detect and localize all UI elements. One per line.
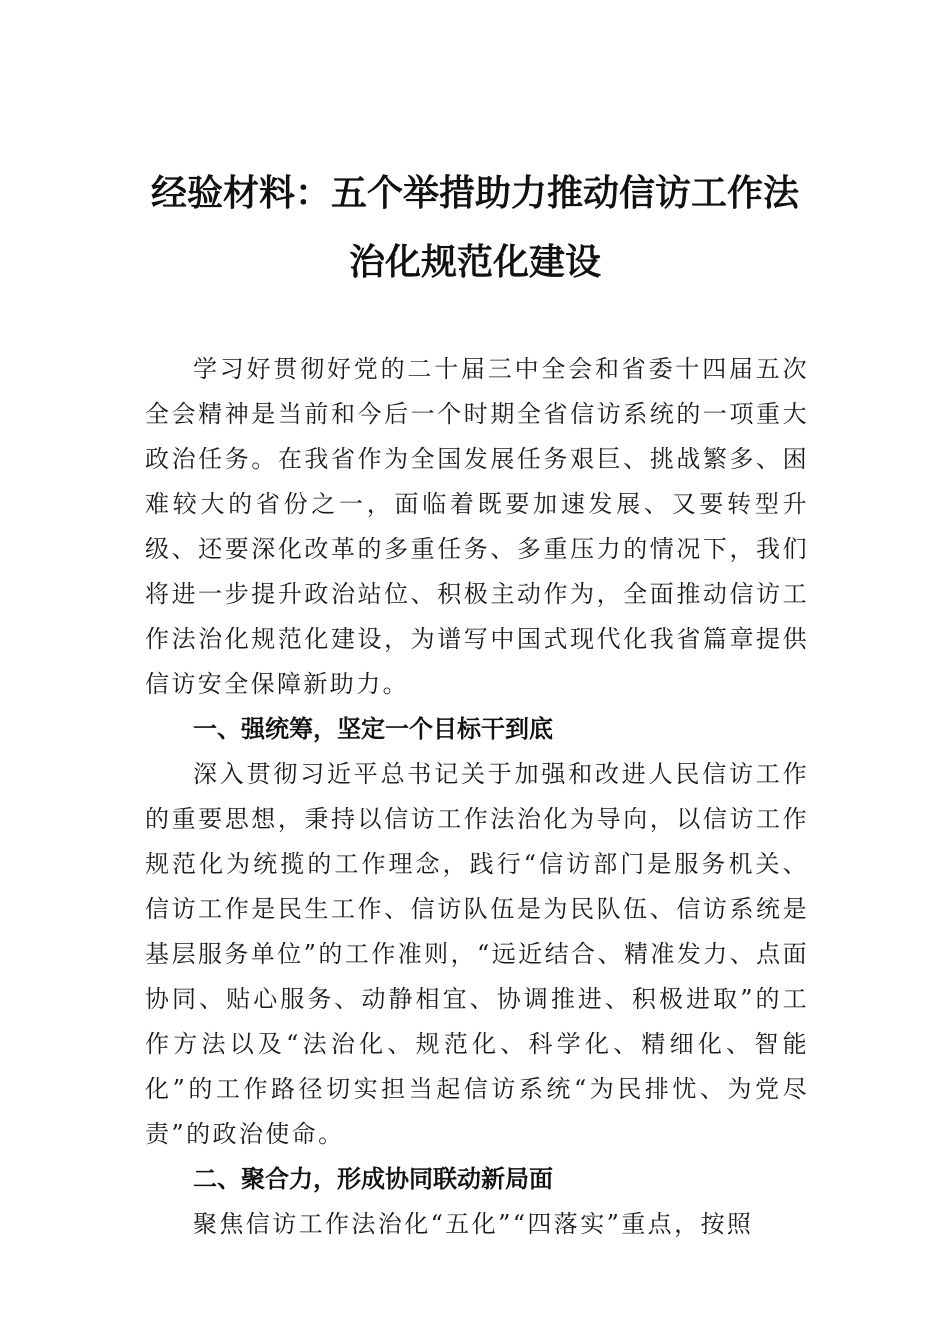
section-heading-2: 二、聚合力，形成协同联动新局面 (193, 1165, 553, 1193)
section-paragraph-1: 深入贯彻习近平总书记关于加强和改进人民信访工作的重要思想，秉持以信访工作法治化为导向，以信访工作规范化为统揽的工作理念，践行“信访部门是服务机关、信访工作是民生工作、信访队伍是为民队伍、信访系统是基层服务单位”的工作准则，“远近结合、精准发力、点面协同、贴心服务、动静相宜、协调推进、积极进取”的工作方法以及“法治化、规范化、科学化、精细化、智能化”的工作路径切实担当起信访系统“为民排忧、为党尽责”的政治使命。 (145, 760, 809, 1148)
document-title-line-1: 经验材料：五个举措助力推动信访工作法 (150, 173, 799, 214)
section-paragraph-2: 聚焦信访工作法治化“五化”“四落实”重点，按照 (193, 1210, 754, 1238)
section-heading-1: 一、强统筹，坚定一个目标干到底 (193, 715, 553, 743)
document-title-line-2: 治化规范化建设 (348, 242, 601, 283)
document-body (145, 347, 809, 1247)
intro-paragraph: 学习好贯彻好党的二十届三中全会和省委十四届五次全会精神是当前和今后一个时期全省信访系统的一项重大政治任务。在我省作为全国发展任务艰巨、挑战繁多、困难较大的省份之一，面临着既要加速发展、又要转型升级、还要深化改革的多重任务、多重压力的情况下，我们将进一步提升政治站位、积极主动作为，全面推动信访工作法治化规范化建设，为谱写中国式现代化我省篇章提供信访安全保障新助力。 (145, 355, 809, 698)
